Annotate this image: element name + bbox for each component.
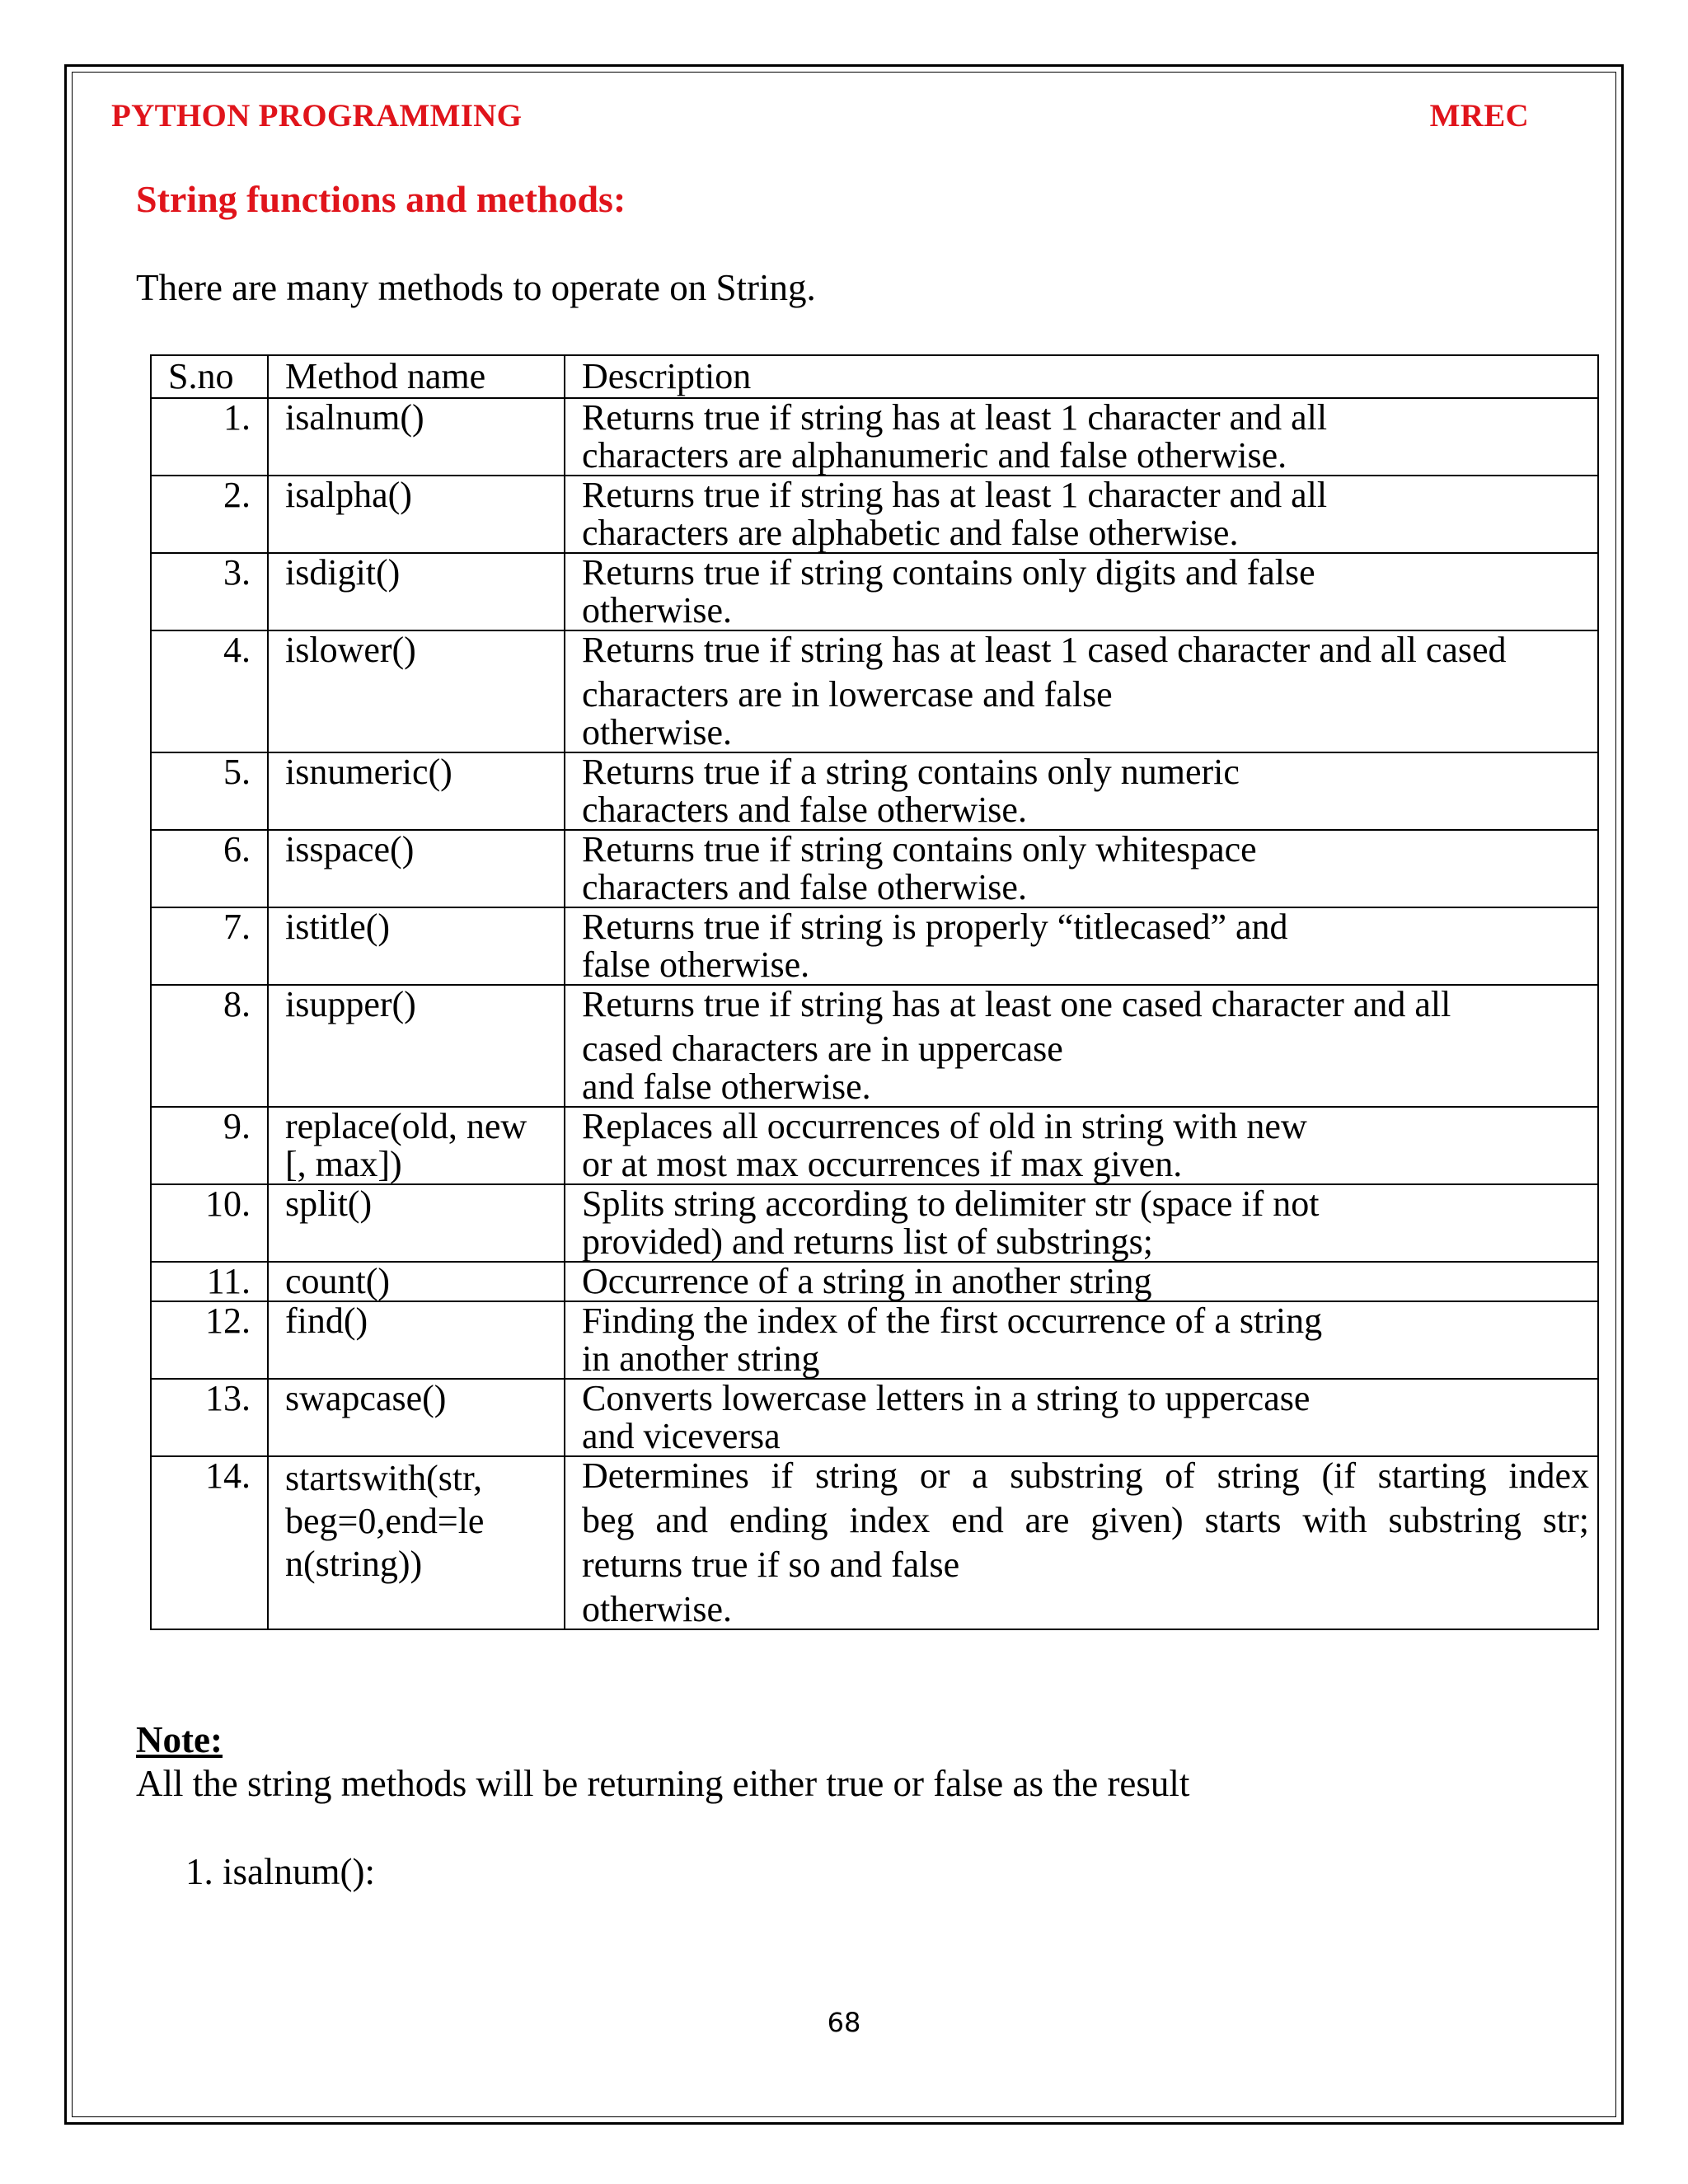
- description-line: Returns true if string has at least 1 cased character and all cased: [582, 630, 1507, 670]
- row-sno: 12.: [151, 1301, 268, 1379]
- method-name-line: isalnum(): [285, 397, 424, 438]
- table-row: [151, 1184, 1598, 1262]
- method-name-line: replace(old, new: [285, 1106, 528, 1146]
- table-row: [151, 1262, 1598, 1301]
- method-name-line: split(): [285, 1183, 373, 1224]
- description-line: Returns true if string contains only whitespace: [582, 829, 1257, 869]
- row-method-name: [268, 1262, 565, 1301]
- description-line: characters are in lowercase and false: [582, 674, 1113, 715]
- row-sno: 14.: [151, 1456, 268, 1629]
- row-sno: 4.: [151, 630, 268, 752]
- description-line: returns true if so and false: [582, 1544, 960, 1585]
- table-row: [151, 476, 1598, 553]
- page-number: 68: [827, 2007, 861, 2038]
- row-description: [565, 830, 1598, 907]
- description-line: Returns true if string contains only digits and false: [582, 552, 1315, 593]
- table-body: [151, 398, 1598, 1629]
- row-method-name: [268, 553, 565, 630]
- description-line: false otherwise.: [582, 944, 810, 985]
- description-line: Converts lowercase letters in a string to uppercase: [582, 1378, 1311, 1418]
- row-description: [565, 752, 1598, 830]
- method-name-line: find(): [285, 1301, 368, 1341]
- row-method-name: [268, 476, 565, 553]
- table-row: [151, 630, 1598, 752]
- row-sno: 8.: [151, 985, 268, 1107]
- row-description: [565, 1184, 1598, 1262]
- column-header-description: Description: [565, 355, 1598, 398]
- method-name-line: swapcase(): [285, 1378, 447, 1418]
- description-line: characters and false otherwise.: [582, 790, 1027, 830]
- description-line: and viceversa: [582, 1416, 781, 1456]
- description-line: or at most max occurrences if max given.: [582, 1144, 1183, 1184]
- header-course-title: PYTHON PROGRAMMING: [111, 98, 523, 134]
- row-method-name: [268, 630, 565, 752]
- list-item-isalnum: 1. isalnum():: [185, 1851, 375, 1892]
- description-line: otherwise.: [582, 1589, 733, 1629]
- method-name-line: isalpha(): [285, 475, 412, 515]
- row-method-name: [268, 1456, 565, 1629]
- row-sno: 7.: [151, 907, 268, 985]
- description-line: and false otherwise.: [582, 1066, 871, 1107]
- row-method-name: [268, 1379, 565, 1456]
- row-method-name: [268, 985, 565, 1107]
- method-name-line: islower(): [285, 630, 416, 670]
- description-line: Determines if string or a substring of string (if starting index: [582, 1455, 1589, 1496]
- description-line: provided) and returns list of substrings;: [582, 1221, 1153, 1262]
- row-sno: 10.: [151, 1184, 268, 1262]
- row-description: [565, 985, 1598, 1107]
- description-line: Replaces all occurrences of old in string with new: [582, 1106, 1307, 1146]
- description-line: otherwise.: [582, 712, 733, 752]
- description-line: otherwise.: [582, 590, 733, 630]
- table-row: [151, 1301, 1598, 1379]
- description-line: cased characters are in uppercase: [582, 1029, 1063, 1069]
- row-sno: 1.: [151, 398, 268, 476]
- table-row: [151, 1107, 1598, 1184]
- row-method-name: [268, 1184, 565, 1262]
- description-line: characters are alphanumeric and false otherwise.: [582, 435, 1287, 476]
- description-line: Returns true if string has at least 1 character and all: [582, 475, 1328, 515]
- column-header-method: Method name: [268, 355, 565, 398]
- row-sno: 2.: [151, 476, 268, 553]
- table-row: [151, 752, 1598, 830]
- row-sno: 5.: [151, 752, 268, 830]
- row-method-name: [268, 398, 565, 476]
- row-method-name: [268, 1301, 565, 1379]
- column-header-sno: S.no: [151, 355, 268, 398]
- table-row: [151, 907, 1598, 985]
- row-description: [565, 1456, 1598, 1629]
- table-row: [151, 985, 1598, 1107]
- row-sno: 11.: [151, 1262, 268, 1301]
- method-name-line: n(string)): [285, 1544, 423, 1584]
- row-description: [565, 476, 1598, 553]
- method-name-line: startswith(str,: [285, 1458, 482, 1498]
- row-description: [565, 398, 1598, 476]
- row-sno: 13.: [151, 1379, 268, 1456]
- table-row: [151, 830, 1598, 907]
- table-row: [151, 553, 1598, 630]
- row-sno: 3.: [151, 553, 268, 630]
- row-method-name: [268, 1107, 565, 1184]
- table-row: [151, 1379, 1598, 1456]
- note-label: Note:: [136, 1719, 223, 1760]
- method-name-line: isupper(): [285, 984, 416, 1024]
- table-header-row: [151, 355, 1598, 398]
- row-description: [565, 1262, 1598, 1301]
- row-method-name: [268, 830, 565, 907]
- row-method-name: [268, 907, 565, 985]
- intro-paragraph: There are many methods to operate on String.: [136, 267, 816, 308]
- description-line: characters are alphabetic and false otherwise.: [582, 513, 1239, 553]
- method-name-line: count(): [285, 1261, 391, 1301]
- method-name-line: [, max]): [285, 1144, 402, 1184]
- row-description: [565, 907, 1598, 985]
- row-description: [565, 553, 1598, 630]
- description-line: Returns true if string has at least one cased character and all: [582, 984, 1451, 1024]
- description-line: Returns true if string is properly “titlecased” and: [582, 907, 1288, 947]
- row-description: [565, 1107, 1598, 1184]
- row-method-name: [268, 752, 565, 830]
- description-line: characters and false otherwise.: [582, 867, 1027, 907]
- description-line: Returns true if a string contains only numeric: [582, 752, 1240, 792]
- description-line: Returns true if string has at least 1 character and all: [582, 397, 1328, 438]
- table-row: [151, 1456, 1598, 1629]
- table-row: [151, 398, 1598, 476]
- description-line: Finding the index of the first occurrence of a string: [582, 1301, 1323, 1341]
- description-line: beg and ending index end are given) starts with substring str;: [582, 1500, 1589, 1540]
- method-name-line: istitle(): [285, 907, 391, 947]
- method-name-line: isdigit(): [285, 552, 401, 593]
- method-name-line: isspace(): [285, 829, 415, 869]
- row-sno: 6.: [151, 830, 268, 907]
- row-sno: 9.: [151, 1107, 268, 1184]
- row-description: [565, 630, 1598, 752]
- description-line: Occurrence of a string in another string: [582, 1261, 1152, 1301]
- row-description: [565, 1379, 1598, 1456]
- description-line: in another string: [582, 1338, 820, 1379]
- note-text: All the string methods will be returning either true or false as the result: [136, 1763, 1190, 1804]
- string-methods-table: [150, 354, 1599, 1630]
- description-line: Splits string according to delimiter str (space if not: [582, 1183, 1320, 1224]
- header-institution: MREC: [1429, 98, 1529, 134]
- method-name-line: beg=0,end=le: [285, 1501, 485, 1541]
- row-description: [565, 1301, 1598, 1379]
- section-title: String functions and methods:: [136, 178, 626, 220]
- method-name-line: isnumeric(): [285, 752, 452, 792]
